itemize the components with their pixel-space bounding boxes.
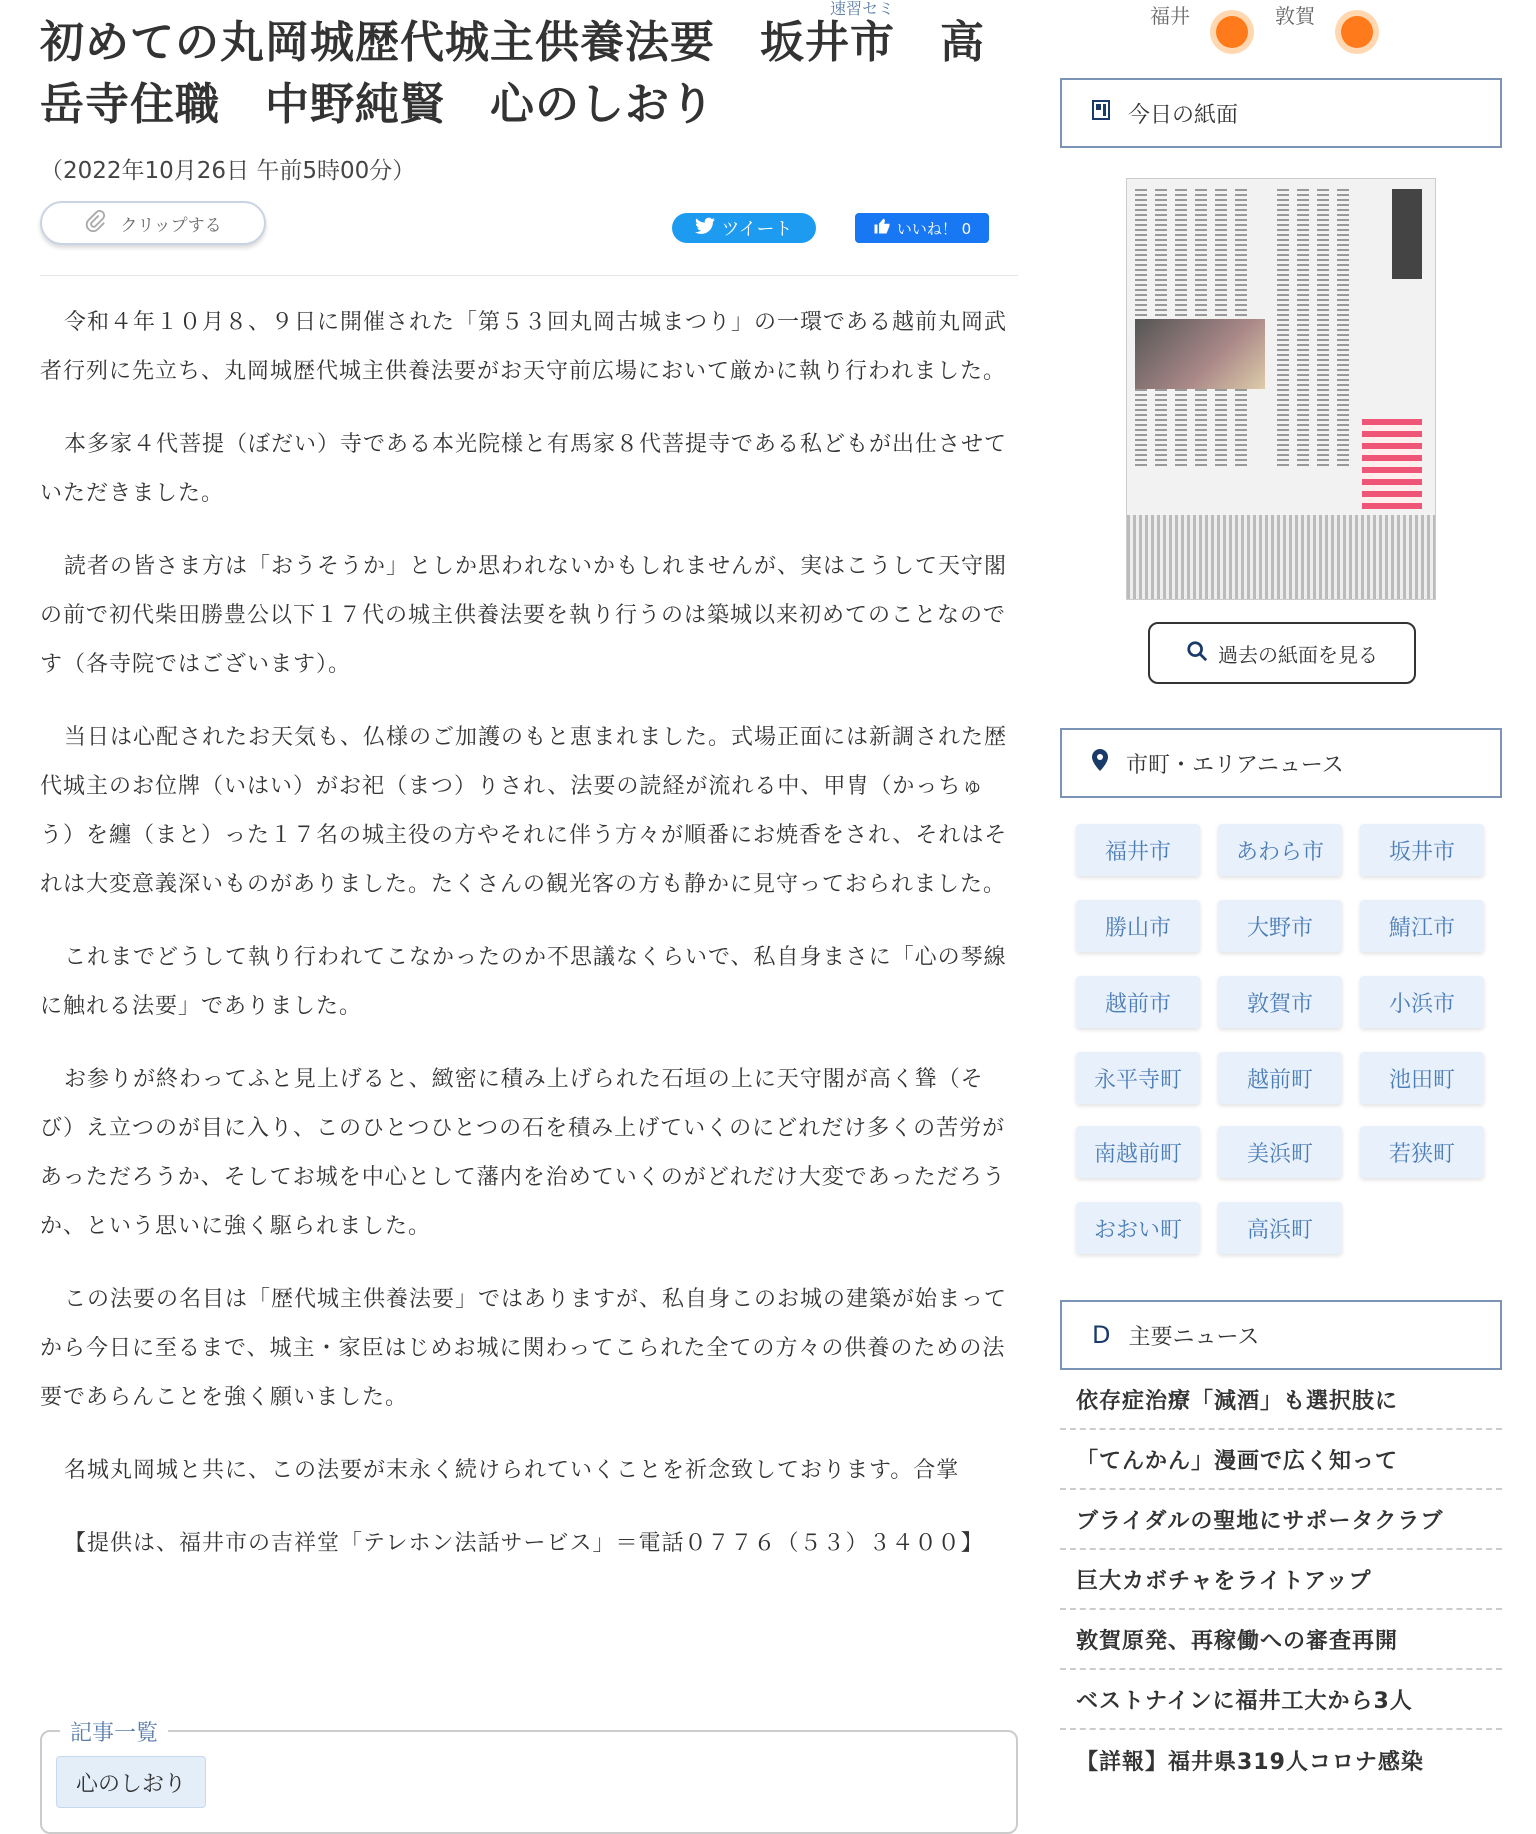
area-news-header [1060, 728, 1502, 798]
area-button[interactable]: 坂井市 [1360, 824, 1484, 876]
article-paragraph: 当日は心配されたお天気も、仏様のご加護のもと恵まれました。式場正面には新調された歴代城主のお位牌（いはい）がお祀（まつ）りされ、法要の読経が流れる中、甲冑（かっちゅう）を纏（まと）った１７名の城主役の方やそれに伴う方々が順番にお焼香をされ、それはそれは大変意義深いものがありました。たくさんの観光客の方も静かに見守っておられました。 [40, 725, 1008, 897]
article-paragraph: この法要の名目は「歴代城主供養法要」ではありますが、私自身このお城の建築が始まってから今日に至るまで、城主・家臣はじめお城に関わってこられた全ての方々の供養のための法要であらんことを強く願いました。 [40, 1287, 1008, 1410]
article-paragraph: 令和４年１０月８、９日に開催された「第５３回丸岡古城まつり」の一環である越前丸岡武者行列に先立ち、丸岡城歴代城主供養法要がお天守前広場において厳かに執り行われました。 [40, 310, 1008, 384]
paper-photo [1135, 319, 1265, 389]
area-button[interactable]: 美浜町 [1218, 1126, 1342, 1178]
article-paragraph: 読者の皆さま方は「おうそうか」としか思われないかもしれませんが、実はこうして天守閣の前で初代柴田勝豊公以下１７代の城主供養法要を執り行うのは築城以来初めてのことなのです（各寺院ではございます）。 [40, 554, 1008, 677]
thumbs-up-icon [873, 217, 891, 239]
paperclip-icon [84, 210, 106, 237]
article-column [40, 0, 1018, 1797]
article-title: 初めての丸岡城歴代城主供養法要 坂井市 高岳寺住職 中野純賢 心のしおり [40, 17, 985, 130]
area-button[interactable]: 高浜町 [1218, 1202, 1342, 1254]
area-button[interactable]: 池田町 [1360, 1052, 1484, 1104]
area-button[interactable]: 小浜市 [1360, 976, 1484, 1028]
share-row [40, 201, 1018, 247]
weather-fukui [1150, 0, 1190, 70]
article-paragraph: 本多家４代菩提（ぼだい）寺である本光院様と有馬家８代菩提寺である私どもが出仕させていただきました。 [40, 432, 1008, 506]
area-button[interactable]: 鯖江市 [1360, 900, 1484, 952]
news-item[interactable]: ベストナインに福井工大から3人 [1060, 1670, 1502, 1730]
today-paper-header [1060, 78, 1502, 148]
area-button[interactable]: 越前市 [1076, 976, 1200, 1028]
area-button[interactable]: 大野市 [1218, 900, 1342, 952]
clip-button[interactable] [40, 201, 266, 245]
map-pin-icon [1092, 749, 1108, 777]
area-button[interactable]: 勝山市 [1076, 900, 1200, 952]
paper-column [1337, 189, 1349, 469]
like-button[interactable] [855, 213, 989, 243]
paper-column [1317, 189, 1329, 469]
newspaper-icon [1092, 100, 1110, 126]
main-news-header [1060, 1300, 1502, 1370]
area-news-title: 市町・エリアニュース [1126, 752, 1344, 778]
paper-column [1297, 189, 1309, 469]
sun-icon [1341, 16, 1373, 48]
clip-label: クリップする [120, 215, 222, 236]
sun-icon [1216, 16, 1248, 48]
article-paragraph: 名城丸岡城と共に、この法要が末永く続けられていくことを祈念致しております。合掌 [64, 1458, 960, 1483]
article-paragraph: これまでどうして執り行われてこなかったのか不思議なくらいで、私自身まさに「心の琴線に触れる法要」でありました。 [40, 945, 1007, 1019]
main-news-list [1060, 1370, 1502, 1790]
article-list-box [40, 1721, 1018, 1834]
main-news-mark: D [1092, 1321, 1111, 1349]
past-paper-label: 過去の紙面を見る [1218, 642, 1378, 667]
tweet-label: ツイート [721, 219, 793, 240]
paper-bottom-ad [1127, 515, 1435, 599]
area-button[interactable]: 永平寺町 [1076, 1052, 1200, 1104]
weather-city: 福井 [1150, 4, 1190, 28]
newspaper-thumbnail[interactable] [1126, 178, 1436, 600]
article-list-legend: 記事一覧 [60, 1716, 168, 1747]
article-body [40, 298, 1018, 1568]
weather-tsuruga [1275, 0, 1315, 70]
search-icon [1186, 640, 1208, 667]
news-item[interactable]: 【詳報】福井県319人コロナ感染 [1076, 1749, 1424, 1775]
past-paper-button[interactable] [1148, 622, 1416, 684]
area-button[interactable]: 敦賀市 [1218, 976, 1342, 1028]
news-item[interactable]: ブライダルの聖地にサポータクラブ [1060, 1490, 1502, 1550]
paper-column [1277, 189, 1289, 469]
area-button[interactable]: おおい町 [1076, 1202, 1200, 1254]
area-button[interactable]: 若狭町 [1360, 1126, 1484, 1178]
today-paper-title: 今日の紙面 [1128, 102, 1239, 128]
like-label: いいね！ 0 [896, 219, 972, 238]
weather-city: 敦賀 [1275, 4, 1315, 28]
ruby-note: 速習セミ [830, 0, 895, 18]
article-paragraph: お参りが終わってふと見上げると、緻密に積み上げられた石垣の上に天守閣が高く聳（そび）え立つのが目に入り、このひとつひとつの石を積み上げていくのにどれだけ多くの苦労があっただろうか、そしてお城を中心として藩内を治めていくのがどれだけ大変であっただろうか、という思いに強く駆られました。 [40, 1067, 1006, 1239]
article-list-current-tag[interactable]: 心のしおり [56, 1756, 206, 1808]
news-item[interactable]: 敦賀原発、再稼働への審査再開 [1060, 1610, 1502, 1670]
divider [40, 275, 1018, 276]
tweet-button[interactable] [672, 213, 816, 243]
main-news-title: 主要ニュース [1128, 1324, 1260, 1350]
news-item[interactable]: 巨大カボチャをライトアップ [1060, 1550, 1502, 1610]
area-button[interactable]: 南越前町 [1076, 1126, 1200, 1178]
article-date: （2022年10月26日 午前5時00分） [40, 158, 416, 184]
news-item[interactable]: 「てんかん」漫画で広く知って [1060, 1430, 1502, 1490]
article-credit: 【提供は、福井市の吉祥堂「テレホン法話サービス」＝電話０７７６（５３）３４００】 [64, 1531, 984, 1556]
area-button[interactable]: あわら市 [1218, 824, 1342, 876]
twitter-bird-icon [695, 217, 715, 240]
paper-ad [1362, 419, 1422, 509]
paper-masthead [1392, 189, 1422, 279]
news-item[interactable]: 依存症治療「減酒」も選択肢に [1060, 1370, 1502, 1430]
area-button[interactable]: 福井市 [1076, 824, 1200, 876]
area-button[interactable]: 越前町 [1218, 1052, 1342, 1104]
